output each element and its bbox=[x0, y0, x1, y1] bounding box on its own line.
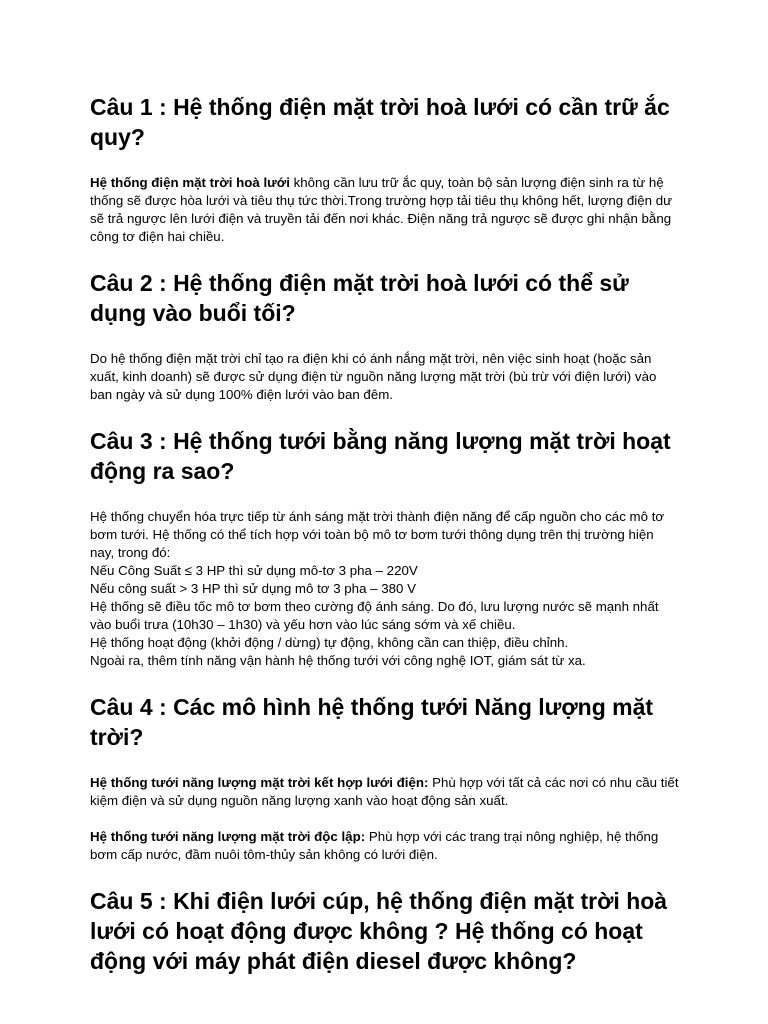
question-4-heading: Câu 4 : Các mô hình hệ thống tưới Năng lượng mặt trời? bbox=[90, 694, 654, 750]
question-3-line-2: Nếu Công Suất ≤ 3 HP thì sử dụng mô-tơ 3 pha – 220V bbox=[90, 563, 418, 578]
answer-text: Phù hợp với tất cả các nơi có nhu cầu tiết kiệm điện và sử dụng nguồn năng lượng xanh vào hoạt động sản xuất. bbox=[90, 775, 679, 808]
answer-text: không cần lưu trữ ắc quy, toàn bộ sản lượng điện sinh ra từ hệ thống sẽ được hòa lưới và tiêu thụ tức thời.Trong trường hợp tải tiêu thụ không hết, lượng điện dư sẽ trả ngược lên lưới điện và truyền tải đến nơi khác. Điện năng trả ngược sẽ được ghi nhận bằng công tơ điện hai chiều. bbox=[90, 175, 673, 244]
question-3-line-6: Ngoài ra, thêm tính năng vận hành hệ thống tưới với công nghệ IOT, giám sát từ xa. bbox=[90, 653, 586, 668]
answer-bold-lead: Hệ thống tưới năng lượng mặt trời kết hợp lưới điện: bbox=[90, 775, 429, 790]
question-3-line-1: Hệ thống chuyển hóa trực tiếp từ ánh sáng mặt trời thành điện năng để cấp nguồn cho các mô tơ bơm tưới. Hệ thống có thể tích hợp với toàn bộ mô tơ bơm tưới thông dụng trên thị trường hiện nay, trong đó: bbox=[90, 509, 665, 560]
question-2-answer: Do hệ thống điện mặt trời chỉ tạo ra điện khi có ánh nắng mặt trời, nên việc sinh hoạt (hoặc sản xuất, kinh doanh) sẽ được sử dụng điện từ nguồn năng lượng mặt trời (bù trừ với điện lưới) vào ban ngày và sử dụng 100% điện lưới vào ban đêm. bbox=[90, 351, 657, 402]
question-4-answer-2 bbox=[90, 828, 680, 864]
question-3-line-5: Hệ thống hoạt động (khởi động / dừng) tự động, không cần can thiệp, điều chỉnh. bbox=[90, 635, 569, 650]
question-3-line-4: Hệ thống sẽ điều tốc mô tơ bơm theo cường độ ánh sáng. Do đó, lưu lượng nước sẽ mạnh nhất vào buổi trưa (10h30 – 1h30) và yếu hơn vào lúc sáng sớm và xế chiều. bbox=[90, 599, 659, 632]
answer-text: Phù hợp với các trang trại nông nghiệp, hệ thống bơm cấp nước, đầm nuôi tôm-thủy sản không có lưới điện. bbox=[90, 829, 659, 862]
document-page bbox=[90, 92, 680, 998]
question-1-answer bbox=[90, 174, 680, 246]
answer-bold-lead: Hệ thống tưới năng lượng mặt trời độc lập: bbox=[90, 829, 366, 844]
question-2-heading: Câu 2 : Hệ thống điện mặt trời hoà lưới có thể sử dụng vào buổi tối? bbox=[90, 270, 629, 326]
question-3-line-3: Nếu công suất > 3 HP thì sử dụng mô tơ 3 pha – 380 V bbox=[90, 581, 416, 596]
question-1-heading: Câu 1 : Hệ thống điện mặt trời hoà lưới có cần trữ ắc quy? bbox=[90, 94, 670, 150]
answer-bold-lead: Hệ thống điện mặt trời hoà lưới bbox=[90, 175, 290, 190]
question-3-heading: Câu 3 : Hệ thống tưới bằng năng lượng mặt trời hoạt động ra sao? bbox=[90, 428, 671, 484]
question-5-heading: Câu 5 : Khi điện lưới cúp, hệ thống điện mặt trời hoà lưới có hoạt động được không ? Hệ thống có hoạt động với máy phát điện diesel được không? bbox=[90, 888, 668, 974]
question-4-answer-1 bbox=[90, 774, 680, 810]
